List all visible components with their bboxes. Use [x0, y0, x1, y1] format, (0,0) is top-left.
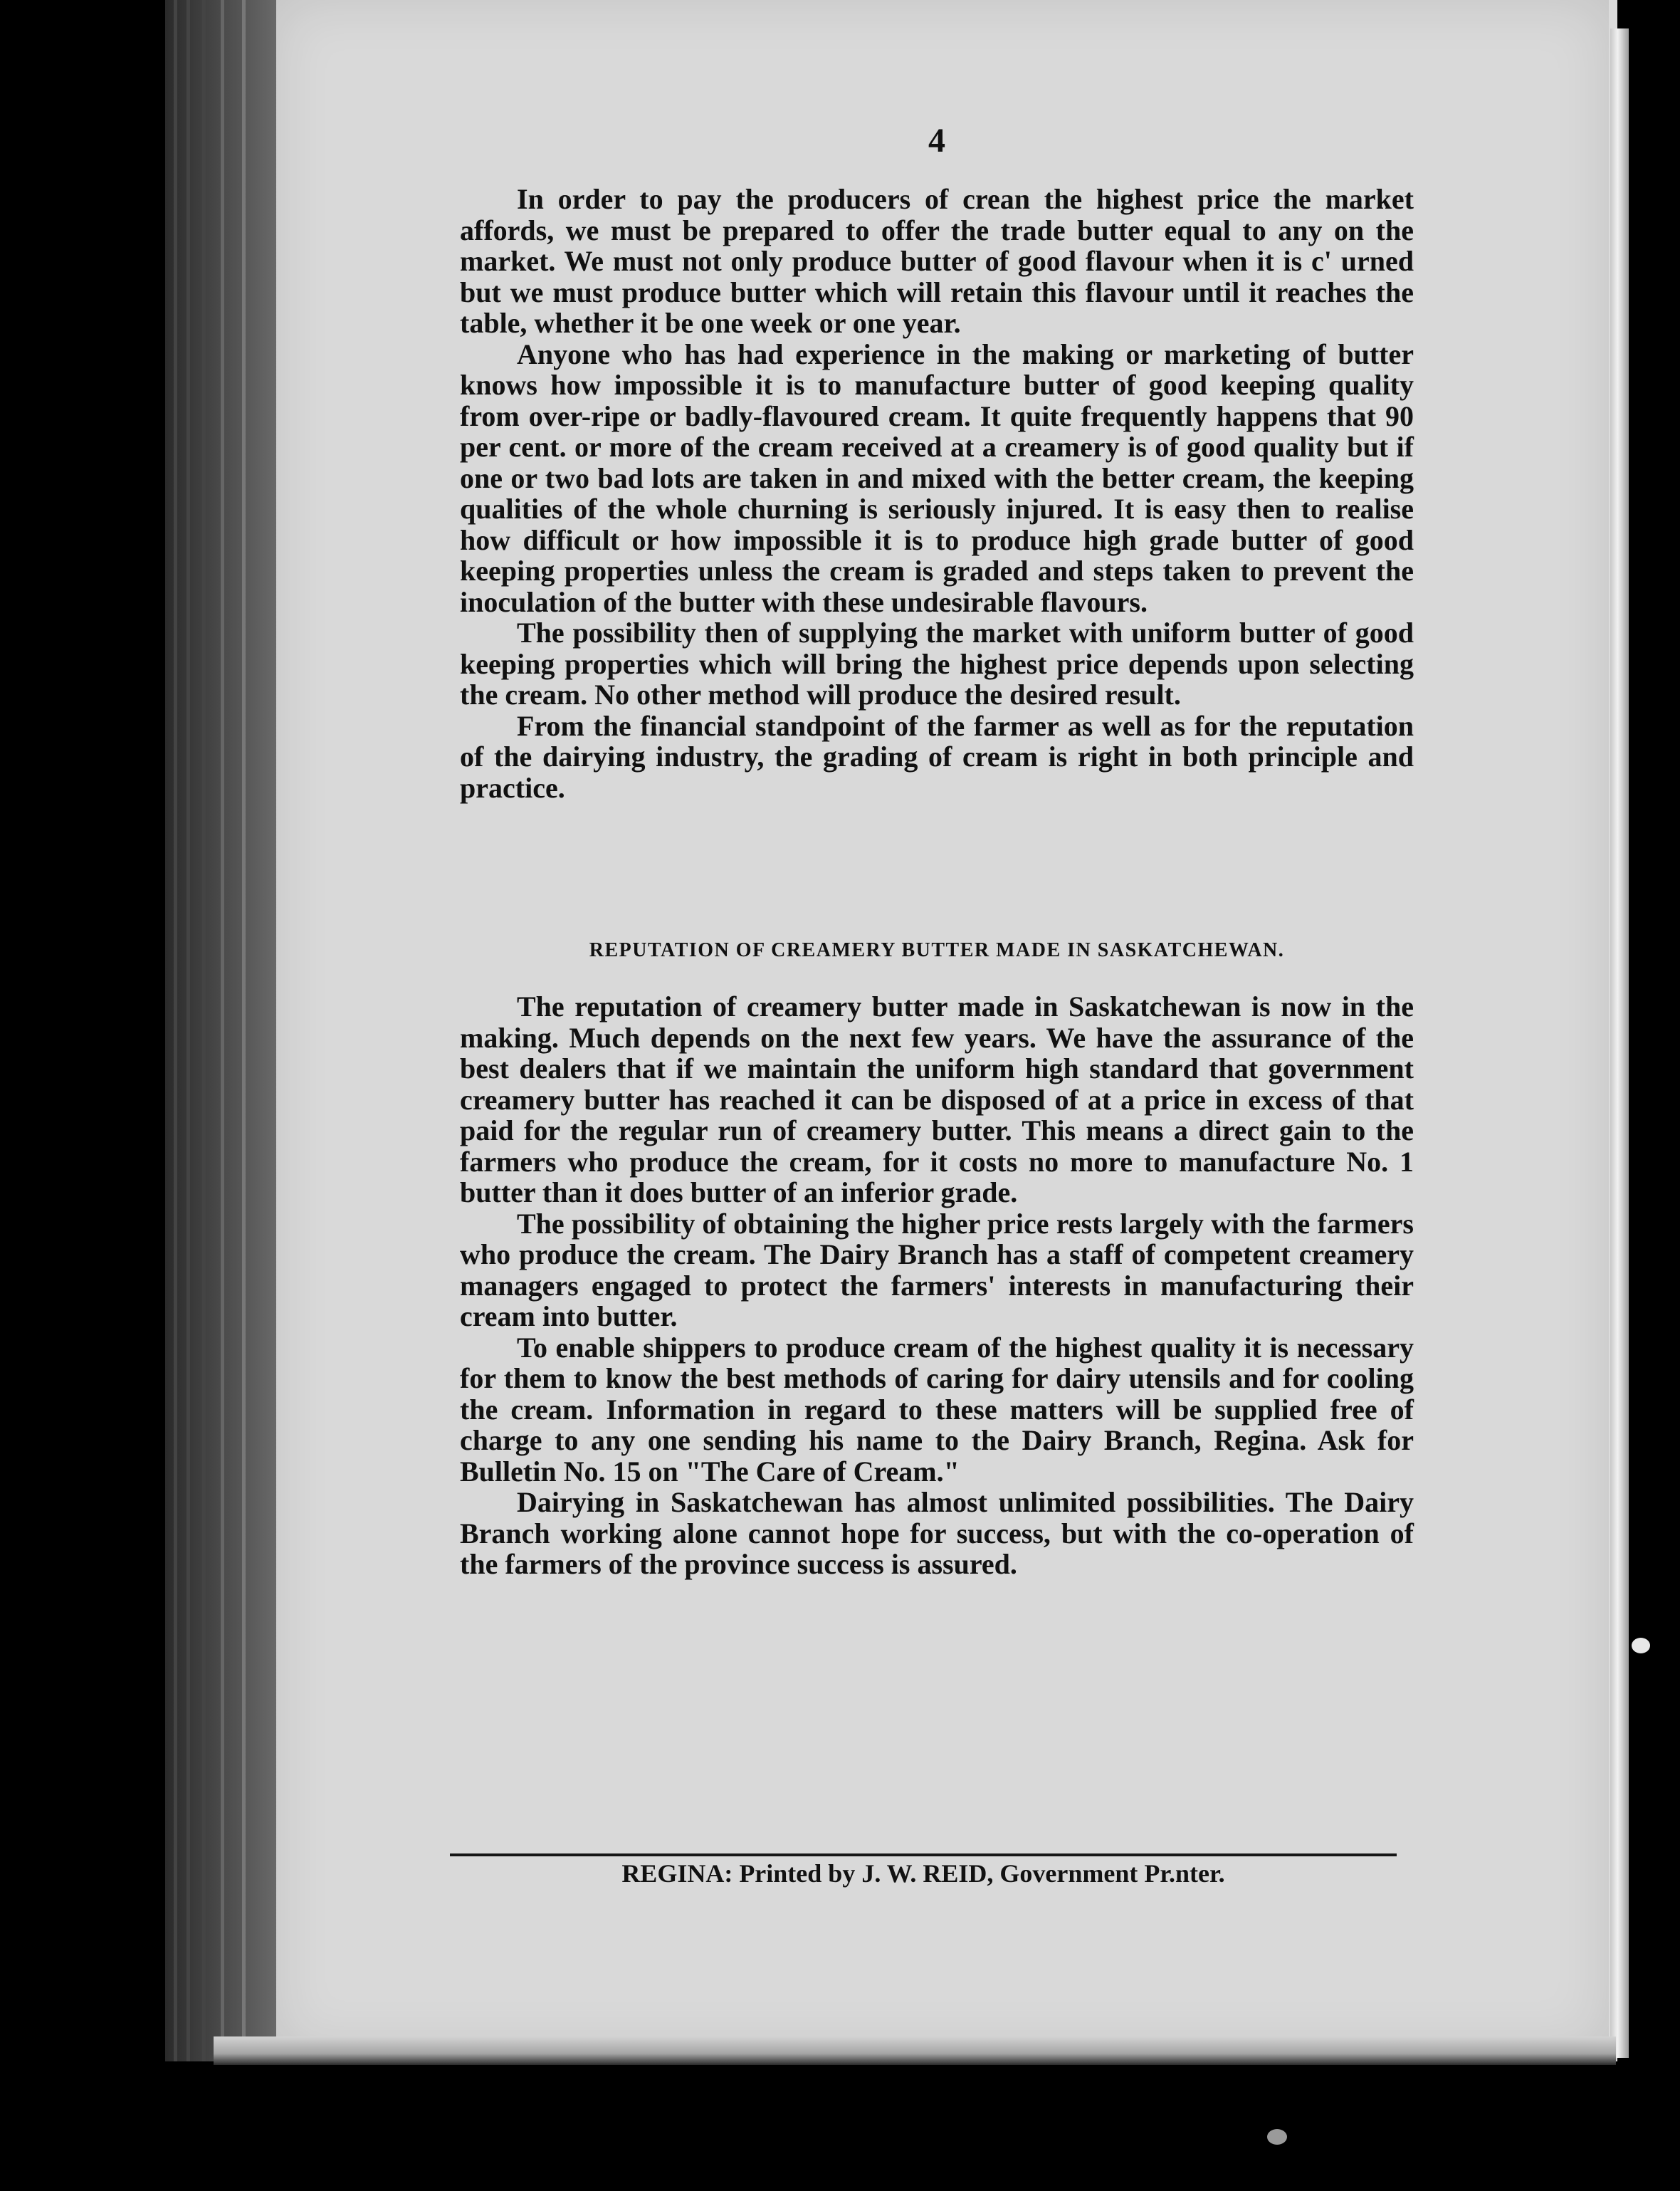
paragraph: The possibility of obtaining the higher price rests largely with the farmers who produce the cream. The Dairy Branch has a staff of competent creamery managers engaged to protect the farmers' interests in manufacturing their cream into butter.: [460, 1207, 1414, 1332]
page-edge-line: [187, 0, 190, 2061]
page-edge-line: [221, 0, 224, 2061]
paragraph: The possibility then of supplying the market with uniform butter of good keeping properties which will bring the highest price depends upon selecting the cream. No other method will produce the desired result.: [460, 617, 1414, 711]
scan-speck: [1267, 2129, 1287, 2145]
page-edge-line: [174, 0, 177, 2061]
page-bottom-edge: [214, 2036, 1616, 2065]
paragraph: Anyone who has had experience in the making or marketing of butter knows how impossible it is to manufacture butter of good keeping quality from over-ripe or badly-flavoured cream. It quite frequently happens that 90 per cent. or more of the cream received at a creamery is of good quality but if one or two bad lots are taken in and mixed with the better cream, the keeping qualities of the whole churning is seriously injured. It is easy then to realise how difficult or how impossible it is to produce high grade butter of good keeping properties unless the cream is graded and steps taken to prevent the inoculation of the butter with these undesirable flavours.: [460, 338, 1414, 618]
section-heading: REPUTATION OF CREAMERY BUTTER MADE IN SASKATCHEWAN.: [589, 939, 1285, 961]
body-text-top: [460, 184, 1414, 803]
body-text-bottom: [460, 991, 1414, 1580]
paragraph: To enable shippers to produce cream of the highest quality it is necessary for them to know the best methods of caring for dairy utensils and for cooling the cream. Information in regard to these matters will be supplied free of charge to any one sending his name to the Dairy Branch, Regina. Ask for Bulletin No. 15 on "The Care of Cream.": [460, 1331, 1414, 1487]
page-edge-line: [202, 0, 206, 2061]
printer-footer: REGINA: Printed by J. W. REID, Government Pr.nter.: [621, 1859, 1225, 1888]
paragraph: Dairying in Saskatchewan has almost unlimited possibilities. The Dairy Branch working alone cannot hope for success, but with the co-operation of the farmers of the province success is assured.: [460, 1486, 1414, 1580]
page-edge-line: [242, 0, 246, 2061]
page-right-edge: [1610, 28, 1629, 2058]
footer-rule: [450, 1853, 1397, 1856]
page-number: 4: [928, 122, 945, 160]
paragraph: From the financial standpoint of the farmer as well as for the reputation of the dairying industry, the grading of cream is right in both principle and practice.: [460, 709, 1414, 804]
paragraph: The reputation of creamery butter made in Saskatchewan is now in the making. Much depends on the next few years. We have the assurance of the best dealers that if we maintain the uniform high standard that government creamery butter has reached it can be disposed of at a price in excess of that paid for the regular run of creamery butter. This means a direct gain to the farmers who produce the cream, for it costs no more to manufacture No. 1 butter than it does butter of an inferior grade.: [460, 990, 1414, 1208]
paragraph: In order to pay the producers of crean the highest price the market affords, we must be prepared to offer the trade butter equal to any on the market. We must not only produce butter of good flavour when it is c' urned but we must produce butter which will retain this flavour until it reaches the table, whether it be one week or one year.: [460, 183, 1414, 339]
scan-speck: [1632, 1638, 1650, 1653]
